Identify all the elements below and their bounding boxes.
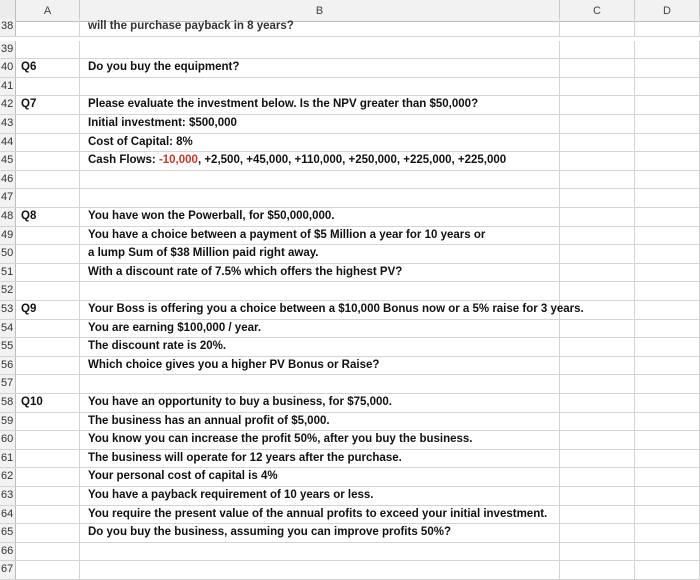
- cell-a[interactable]: [16, 171, 80, 189]
- row-number[interactable]: 65: [0, 524, 16, 542]
- cell-c[interactable]: [560, 524, 635, 542]
- table-row: [0, 561, 700, 580]
- cell-a[interactable]: [16, 338, 80, 356]
- cell-b[interactable]: You know you can increase the profit 50%, after you buy the business.: [80, 431, 560, 449]
- cell-b[interactable]: Your personal cost of capital is 4%: [80, 468, 560, 486]
- cell-b[interactable]: You have won the Powerball, for $50,000,000.: [80, 208, 560, 226]
- table-row: [0, 152, 700, 171]
- table-row: [0, 487, 700, 506]
- row-number[interactable]: 60: [0, 431, 16, 449]
- cell-b[interactable]: [80, 189, 560, 207]
- cell-c[interactable]: [560, 227, 635, 245]
- table-row: [0, 78, 700, 97]
- cell-a[interactable]: [16, 450, 80, 468]
- cell-c[interactable]: [560, 18, 635, 36]
- row-number[interactable]: 54: [0, 320, 16, 338]
- cell-d[interactable]: [635, 431, 700, 449]
- table-row: [0, 413, 700, 432]
- cell-a[interactable]: [16, 561, 80, 579]
- cell-a[interactable]: [16, 506, 80, 524]
- cell-d[interactable]: [635, 487, 700, 505]
- row-number[interactable]: 40: [0, 59, 16, 77]
- row-number[interactable]: 47: [0, 189, 16, 207]
- cell-d[interactable]: [635, 189, 700, 207]
- cell-c[interactable]: [560, 152, 635, 170]
- cell-b[interactable]: Do you buy the business, assuming you can improve profits 50%?: [80, 524, 560, 542]
- table-row: [0, 41, 700, 60]
- cell-b[interactable]: You have a choice between a payment of $5 Million a year for 10 years or: [80, 227, 560, 245]
- cell-c[interactable]: [560, 96, 635, 114]
- cell-a[interactable]: [16, 264, 80, 282]
- cell-d[interactable]: [635, 301, 700, 319]
- row-number[interactable]: 38: [0, 18, 16, 36]
- cell-b[interactable]: Which choice gives you a higher PV Bonus or Raise?: [80, 357, 560, 375]
- cell-b[interactable]: You have an opportunity to buy a business, for $75,000.: [80, 394, 560, 412]
- table-row: [0, 282, 700, 301]
- cell-d[interactable]: [635, 357, 700, 375]
- cell-d[interactable]: [635, 450, 700, 468]
- cell-d[interactable]: [635, 18, 700, 36]
- cell-a[interactable]: [16, 431, 80, 449]
- table-row: [0, 18, 700, 37]
- row-number[interactable]: 42: [0, 96, 16, 114]
- cell-d[interactable]: [635, 171, 700, 189]
- table-row: [0, 320, 700, 339]
- cell-d[interactable]: [635, 227, 700, 245]
- cell-d[interactable]: [635, 208, 700, 226]
- row-number[interactable]: 52: [0, 282, 16, 300]
- row-number[interactable]: 46: [0, 171, 16, 189]
- cell-c[interactable]: [560, 357, 635, 375]
- cell-c[interactable]: [560, 375, 635, 393]
- cell-c[interactable]: [560, 78, 635, 96]
- cell-b[interactable]: [80, 78, 560, 96]
- cell-a[interactable]: [16, 189, 80, 207]
- cell-a[interactable]: [16, 152, 80, 170]
- table-row: [0, 208, 700, 227]
- cell-d[interactable]: [635, 264, 700, 282]
- table-row: [0, 524, 700, 543]
- row-number[interactable]: 57: [0, 375, 16, 393]
- cell-c[interactable]: [560, 282, 635, 300]
- cell-a[interactable]: Q7: [16, 96, 80, 114]
- cell-b[interactable]: a lump Sum of $38 Million paid right away.: [80, 245, 560, 263]
- row-number[interactable]: 49: [0, 227, 16, 245]
- table-row: [0, 227, 700, 246]
- cell-c[interactable]: [560, 431, 635, 449]
- table-row: [0, 468, 700, 487]
- cell-c[interactable]: [560, 394, 635, 412]
- cell-a[interactable]: [16, 78, 80, 96]
- cell-a[interactable]: [16, 543, 80, 561]
- column-header-d[interactable]: D: [635, 0, 700, 22]
- cell-c[interactable]: [560, 320, 635, 338]
- row-number[interactable]: 41: [0, 78, 16, 96]
- cell-c[interactable]: [560, 450, 635, 468]
- table-row: [0, 59, 700, 78]
- cell-b[interactable]: [80, 152, 560, 170]
- cash-flow-values: , +2,500, +45,000, +110,000, +250,000, +225,000, +225,000: [197, 154, 507, 167]
- cell-c[interactable]: [560, 506, 635, 524]
- cell-d[interactable]: [635, 320, 700, 338]
- cell-a[interactable]: [16, 487, 80, 505]
- cell-d[interactable]: [635, 468, 700, 486]
- cell-c[interactable]: [560, 171, 635, 189]
- row-number[interactable]: 51: [0, 264, 16, 282]
- table-row: [0, 134, 700, 153]
- cell-d[interactable]: [635, 282, 700, 300]
- cell-a[interactable]: [16, 115, 80, 133]
- row-number[interactable]: 67: [0, 561, 16, 579]
- cell-c[interactable]: [560, 59, 635, 77]
- cell-b[interactable]: will the purchase payback in 8 years?: [80, 18, 560, 36]
- row-number[interactable]: 39: [0, 41, 16, 59]
- cell-a[interactable]: [16, 468, 80, 486]
- column-header-b[interactable]: B: [80, 0, 560, 22]
- cell-d[interactable]: [635, 59, 700, 77]
- cell-b[interactable]: You have a payback requirement of 10 years or less.: [80, 487, 560, 505]
- cell-b[interactable]: The discount rate is 20%.: [80, 338, 560, 356]
- cell-a[interactable]: [16, 413, 80, 431]
- row-number[interactable]: 64: [0, 506, 16, 524]
- cell-c[interactable]: [560, 245, 635, 263]
- table-row: [0, 301, 700, 320]
- cell-c[interactable]: [560, 301, 635, 319]
- cell-b[interactable]: Do you buy the equipment?: [80, 59, 560, 77]
- cell-d[interactable]: [635, 543, 700, 561]
- cell-b[interactable]: [80, 543, 560, 561]
- row-number[interactable]: 59: [0, 413, 16, 431]
- table-row: [0, 189, 700, 208]
- row-number[interactable]: 55: [0, 338, 16, 356]
- cell-c[interactable]: [560, 561, 635, 579]
- cell-d[interactable]: [635, 96, 700, 114]
- cell-d[interactable]: [635, 245, 700, 263]
- cell-a[interactable]: [16, 18, 80, 36]
- cell-b[interactable]: [80, 171, 560, 189]
- row-number[interactable]: 63: [0, 487, 16, 505]
- cell-d[interactable]: [635, 394, 700, 412]
- cell-b[interactable]: Initial investment: $500,000: [80, 115, 560, 133]
- cell-c[interactable]: [560, 189, 635, 207]
- cell-c[interactable]: [560, 41, 635, 59]
- cell-c[interactable]: [560, 208, 635, 226]
- cell-b[interactable]: [80, 375, 560, 393]
- table-row: [0, 431, 700, 450]
- table-row: [0, 450, 700, 469]
- table-row: [0, 357, 700, 376]
- cell-a[interactable]: [16, 227, 80, 245]
- cell-c[interactable]: [560, 338, 635, 356]
- row-number[interactable]: 58: [0, 394, 16, 412]
- cell-d[interactable]: [635, 78, 700, 96]
- row-number[interactable]: 44: [0, 134, 16, 152]
- table-row: [0, 543, 700, 562]
- cell-a[interactable]: [16, 524, 80, 542]
- cell-d[interactable]: [635, 375, 700, 393]
- row-number[interactable]: 62: [0, 468, 16, 486]
- cell-a[interactable]: [16, 134, 80, 152]
- cell-d[interactable]: [635, 41, 700, 59]
- cell-c[interactable]: [560, 543, 635, 561]
- cell-a[interactable]: [16, 282, 80, 300]
- cell-b[interactable]: You require the present value of the annual profits to exceed your initial investment.: [80, 506, 560, 524]
- cell-a[interactable]: Q10: [16, 394, 80, 412]
- cell-b[interactable]: [80, 282, 560, 300]
- cell-c[interactable]: [560, 468, 635, 486]
- cell-d[interactable]: [635, 506, 700, 524]
- cell-d[interactable]: [635, 524, 700, 542]
- cell-a[interactable]: [16, 357, 80, 375]
- cell-c[interactable]: [560, 413, 635, 431]
- cell-b[interactable]: The business has an annual profit of $5,000.: [80, 413, 560, 431]
- cell-b[interactable]: Cost of Capital: 8%: [80, 134, 560, 152]
- table-row: [0, 264, 700, 283]
- row-number[interactable]: 48: [0, 208, 16, 226]
- cash-flows-label: Cash Flows:: [88, 154, 159, 167]
- cell-d[interactable]: [635, 134, 700, 152]
- row-number[interactable]: 61: [0, 450, 16, 468]
- cell-b[interactable]: With a discount rate of 7.5% which offers the highest PV?: [80, 264, 560, 282]
- cell-c[interactable]: [560, 134, 635, 152]
- table-row: [0, 245, 700, 264]
- cell-c[interactable]: [560, 487, 635, 505]
- table-row: [0, 506, 700, 525]
- cell-b[interactable]: [80, 561, 560, 579]
- negative-cash-flow: -10,000: [158, 154, 198, 167]
- column-header-a[interactable]: A: [16, 0, 80, 22]
- cell-d[interactable]: [635, 115, 700, 133]
- cell-d[interactable]: [635, 152, 700, 170]
- table-row: [0, 394, 700, 413]
- cell-b[interactable]: Please evaluate the investment below. Is the NPV greater than $50,000?: [80, 96, 560, 114]
- row-number[interactable]: 53: [0, 301, 16, 319]
- cell-a[interactable]: [16, 320, 80, 338]
- table-row: [0, 96, 700, 115]
- cell-a[interactable]: Q9: [16, 301, 80, 319]
- cell-c[interactable]: [560, 115, 635, 133]
- table-row: [0, 115, 700, 134]
- cell-a[interactable]: [16, 245, 80, 263]
- cell-b[interactable]: Your Boss is offering you a choice between a $10,000 Bonus now or a 5% raise for 3 years.: [80, 301, 560, 319]
- cell-a[interactable]: [16, 41, 80, 59]
- cell-a[interactable]: [16, 375, 80, 393]
- cell-a[interactable]: Q6: [16, 59, 80, 77]
- cell-b[interactable]: [80, 41, 560, 59]
- cell-d[interactable]: [635, 413, 700, 431]
- row-number[interactable]: 45: [0, 152, 16, 170]
- cell-a[interactable]: Q8: [16, 208, 80, 226]
- cell-c[interactable]: [560, 264, 635, 282]
- row-number[interactable]: 66: [0, 543, 16, 561]
- row-number[interactable]: 43: [0, 115, 16, 133]
- cell-b[interactable]: The business will operate for 12 years after the purchase.: [80, 450, 560, 468]
- table-row: [0, 171, 700, 190]
- row-number[interactable]: 50: [0, 245, 16, 263]
- cell-d[interactable]: [635, 338, 700, 356]
- cell-b[interactable]: You are earning $100,000 / year.: [80, 320, 560, 338]
- table-row: [0, 375, 700, 394]
- column-header-c[interactable]: C: [560, 0, 635, 22]
- row-number[interactable]: 56: [0, 357, 16, 375]
- table-row: [0, 338, 700, 357]
- cell-d[interactable]: [635, 561, 700, 579]
